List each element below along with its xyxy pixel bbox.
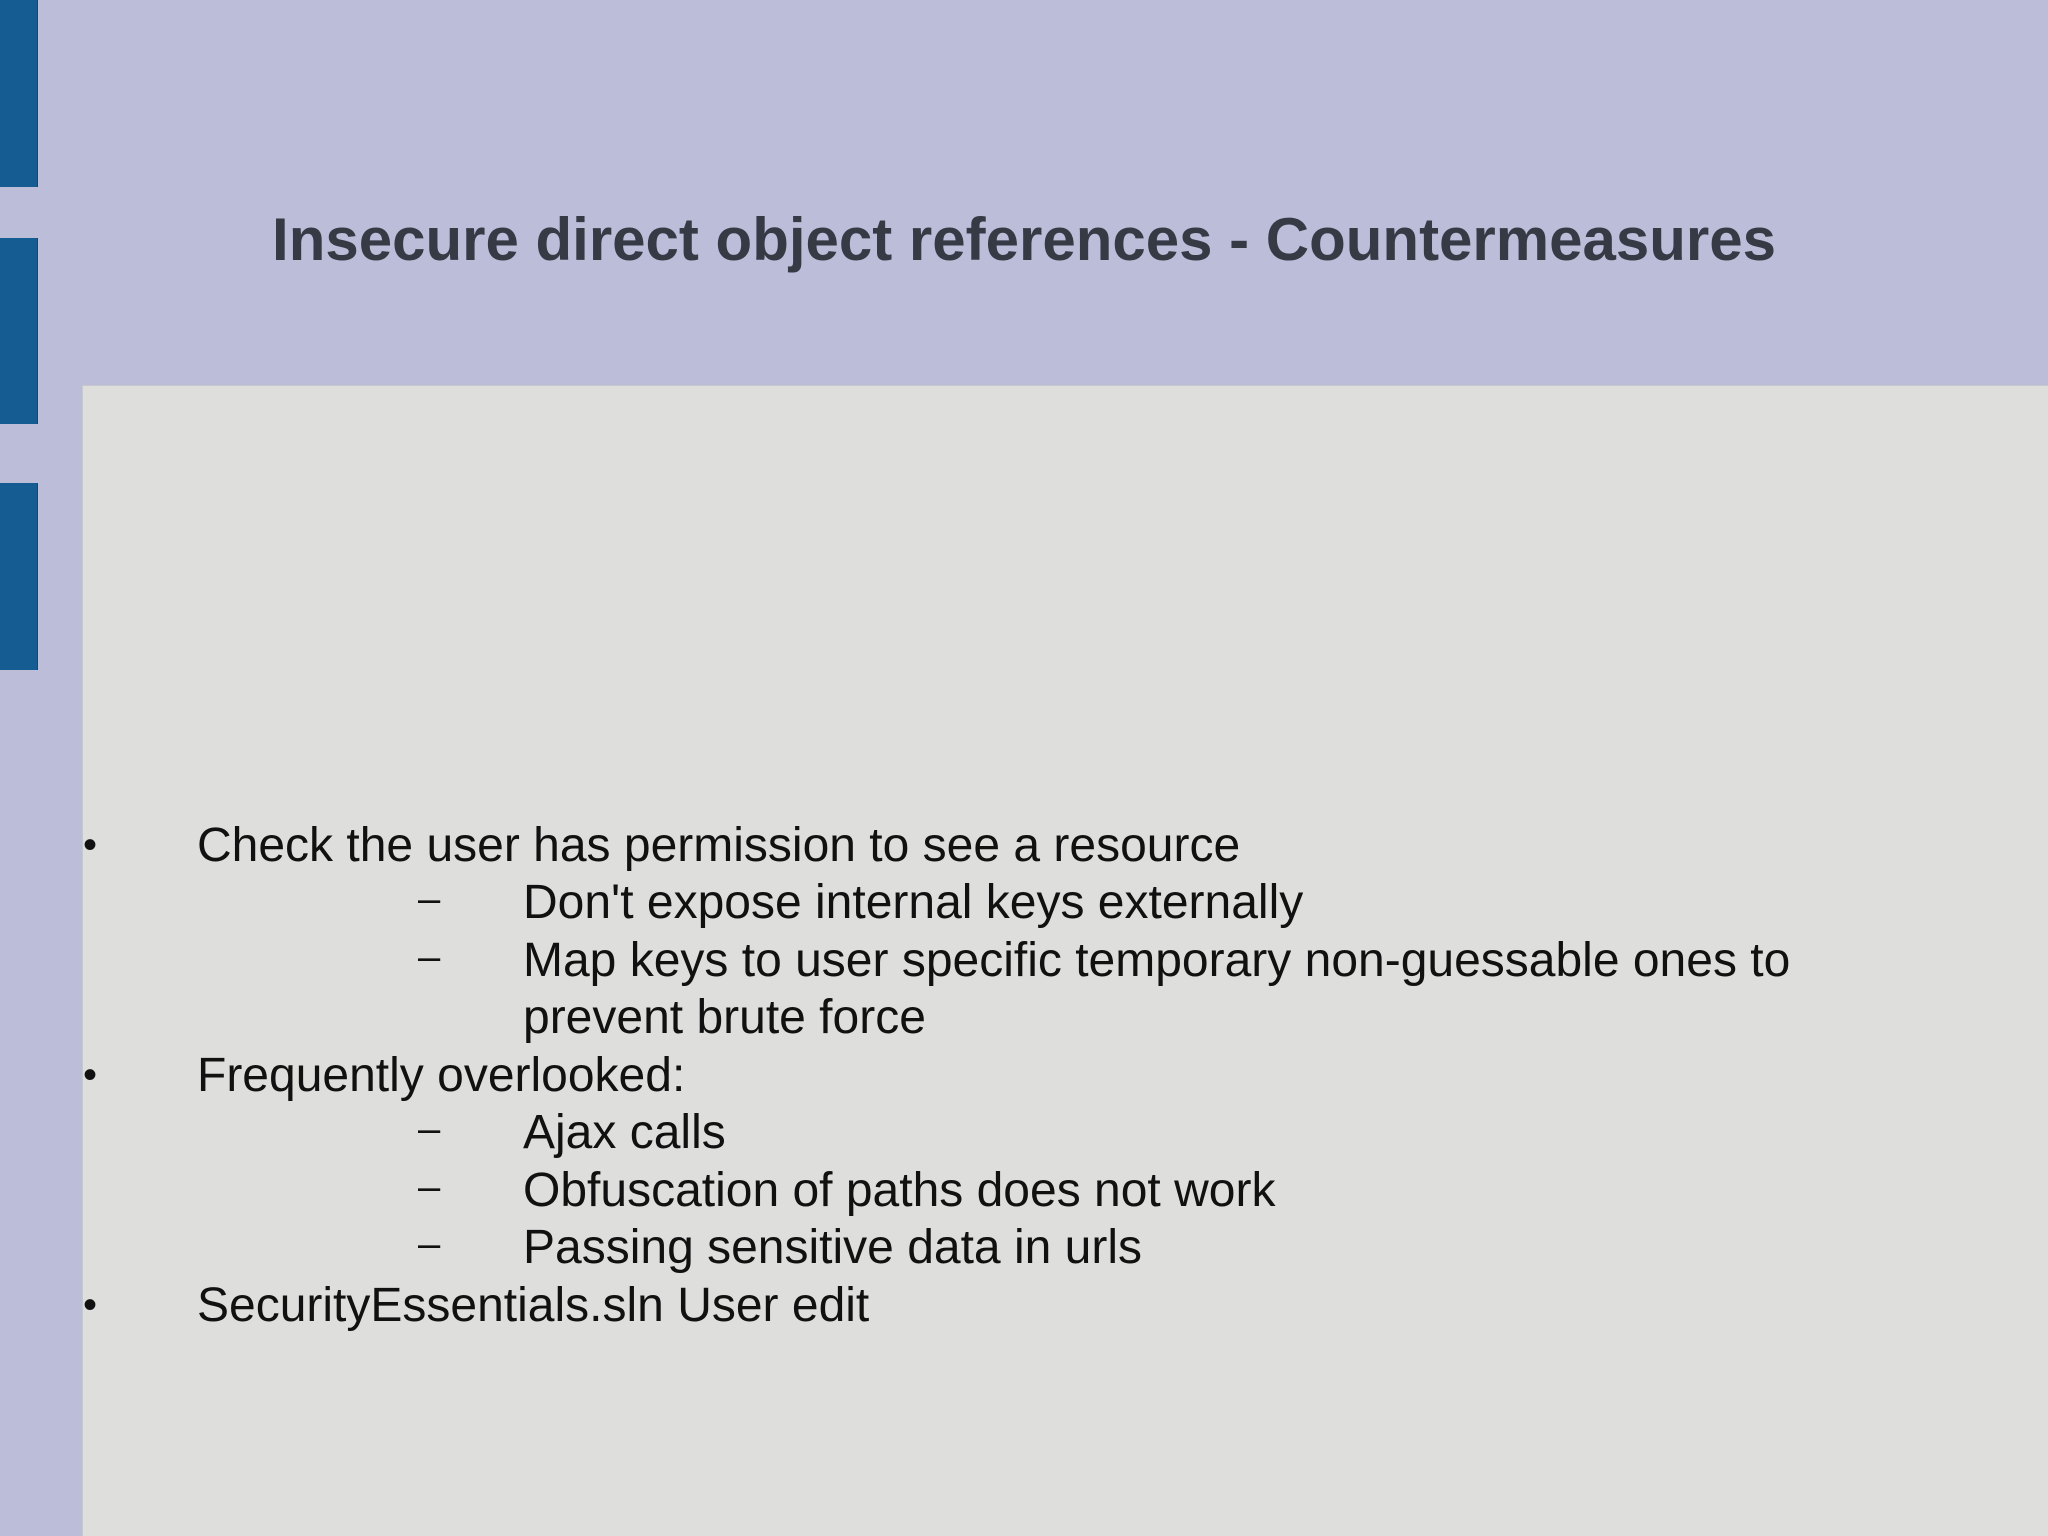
accent-bar (0, 483, 38, 670)
list-item-text: SecurityEssentials.sln User edit (197, 1279, 870, 1332)
bullet-marker: – (418, 1107, 441, 1151)
bullet-marker: – (418, 1222, 441, 1266)
list-item-text: Don't expose internal keys externally (523, 876, 1304, 929)
content-panel (82, 385, 2048, 1536)
bullet-marker: • (83, 823, 98, 867)
bullet-marker: • (83, 1283, 98, 1327)
list-item-text: Ajax calls (523, 1106, 726, 1159)
slide-title: Insecure direct object references - Countermeasures (272, 206, 1776, 273)
list-item-text: Map keys to user specific temporary non-guessable ones to (523, 934, 1791, 987)
list-item-text: Frequently overlooked: (197, 1049, 686, 1102)
bullet-marker: – (418, 1165, 441, 1209)
bullet-marker: – (418, 877, 441, 921)
list-item-text: Passing sensitive data in urls (523, 1221, 1142, 1274)
list-item-text: Check the user has permission to see a resource (197, 819, 1241, 872)
bullet-marker: – (418, 935, 441, 979)
accent-bar (0, 0, 38, 187)
bullet-marker: • (83, 1053, 98, 1097)
list-item-text: Obfuscation of paths does not work (523, 1164, 1276, 1217)
bullet-list (83, 386, 2048, 1536)
list-item-text: prevent brute force (523, 991, 926, 1044)
